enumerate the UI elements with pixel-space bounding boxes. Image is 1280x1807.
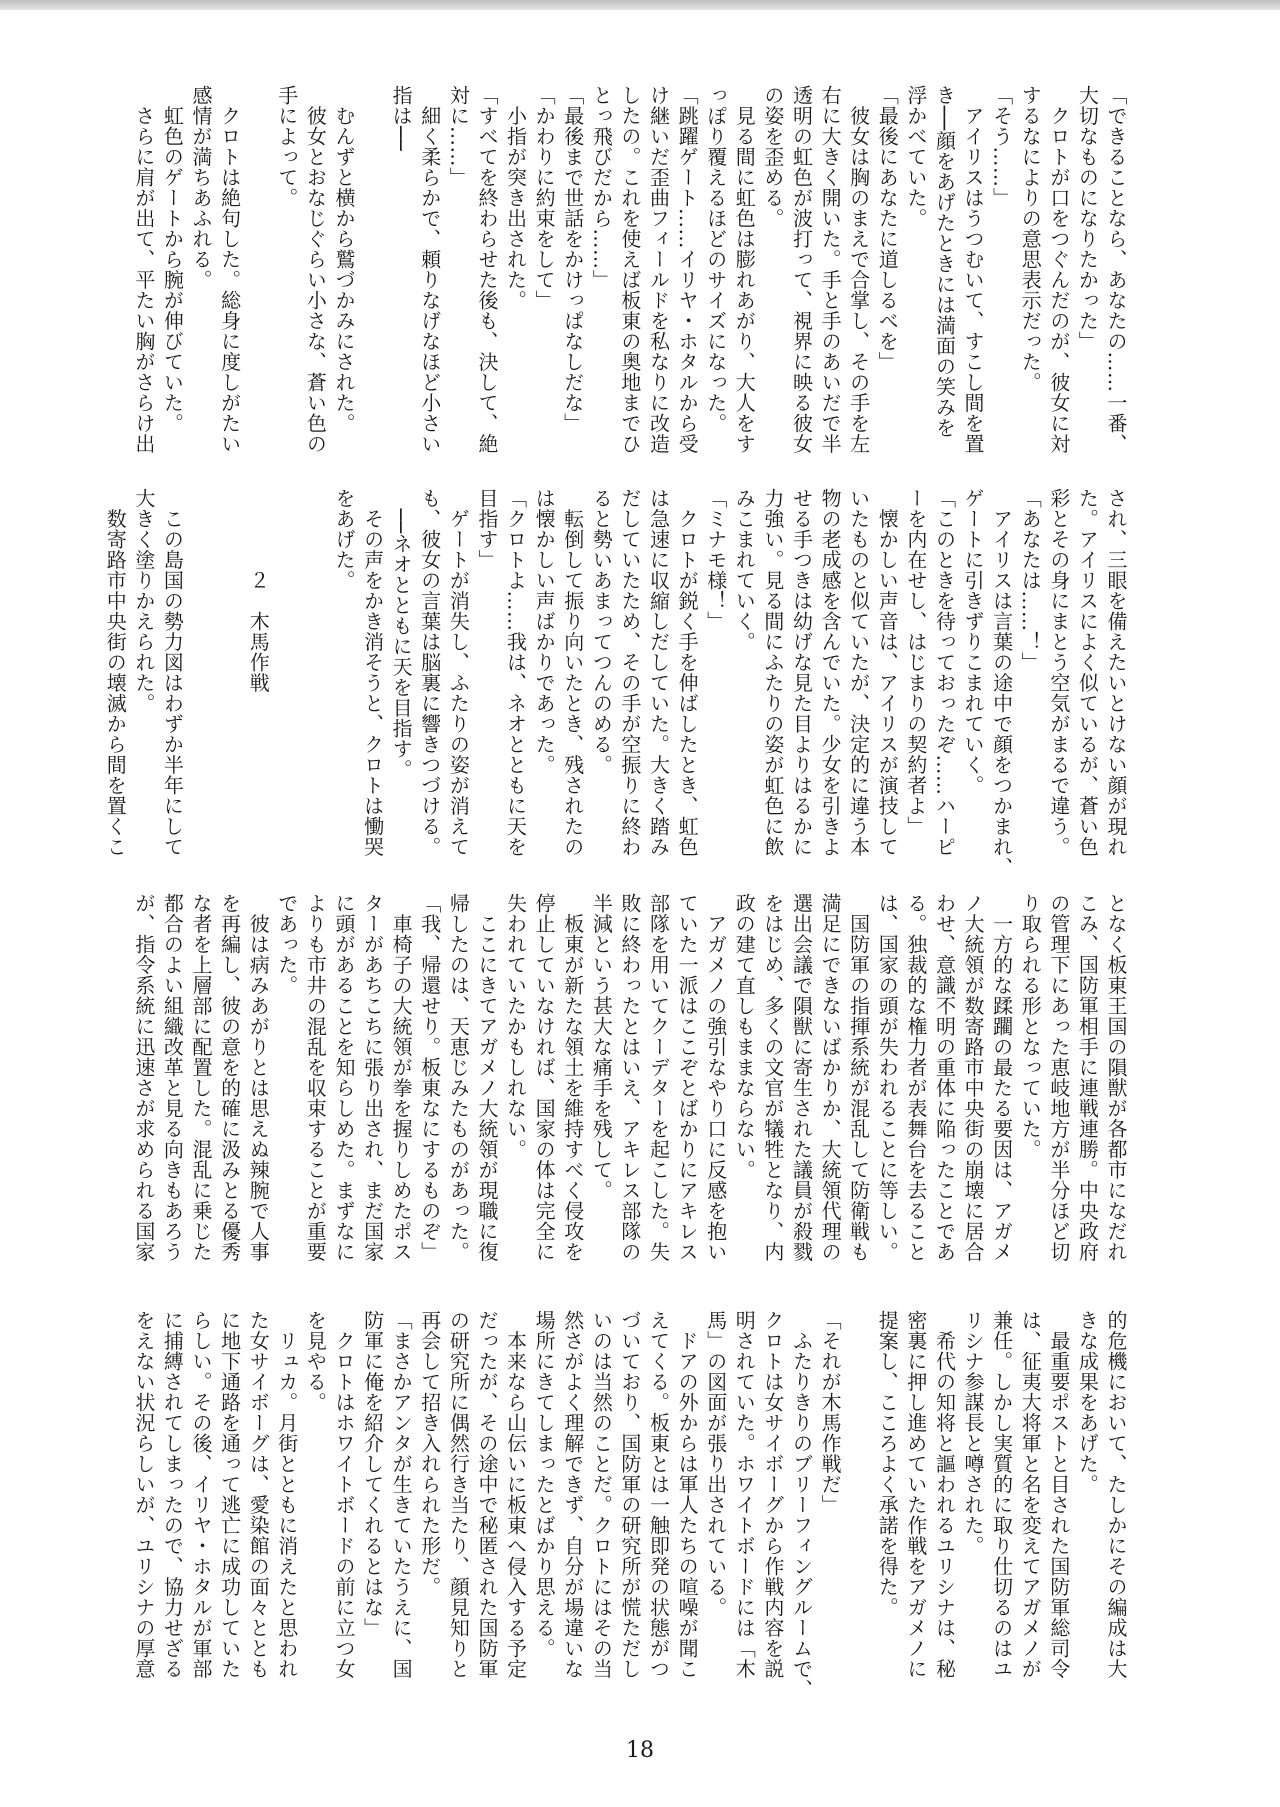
text-line: アガメノの強引なやり口に反感を抱い [703,893,728,1262]
text-line [186,488,215,866]
text-line: リシナ参謀長と噂された。 [961,1310,986,1556]
text-line: 「それが木馬作戦だ」 [818,1310,843,1515]
text-line: 密裏に押し進めていた作戦をアガメノに [903,1310,928,1679]
text-line: 対に……」 [446,85,471,188]
text-line: であった。 [274,893,299,996]
text-line: 一方的な蹂躙の最たる要因は、アガメ [989,893,1014,1262]
page-number: 18 [626,1738,654,1763]
text-line: をあげた。 [331,488,356,591]
text-line: むんずと横から鷲づかみにされた。 [331,85,356,434]
text-line: みこまれていく。 [732,488,757,652]
text-line: 「すべてを終わらせた後も、決して、絶 [474,85,499,454]
text-line [844,1310,873,1688]
text-line: ２ 木馬作戦 [246,488,271,693]
text-line: に捕縛されてしまったので、協力せざる [160,1310,185,1679]
text-line: 大きく塗りかえられた。 [131,488,156,714]
text-line [358,85,387,463]
text-line: したの。これを使えば板東の奥地までひ [617,85,642,454]
text-line: 都合のよい組織改革と見る向きもあろう [160,893,185,1262]
text-line: 最重要ポストと目された国防軍総司令 [1046,1310,1071,1679]
text-line: をえない状況らしいが、ユリシナの厚意 [131,1310,156,1679]
text-line: らしい。その後、イリヤ・ホタルが軍部 [189,1310,213,1679]
text-line: 「かわりに約束をして」 [532,85,557,311]
text-line: 「最後まで世話をかけっぱなしだな」 [560,85,585,434]
text-line: 彩とその身にまとう空気がまるで違う。 [1046,488,1071,857]
text-line: 彼は病みあがりとは思えぬ辣腕で人事 [246,893,271,1262]
text-block-4 [131,1310,1130,1700]
text-line: 兼任。しかし実質的に取り仕切るのはユ [989,1310,1014,1679]
text-line: が、指令系統に迅速さが求められる国家 [131,893,156,1262]
text-line: 「跳躍ゲート……イリヤ・ホタルから受 [675,85,700,454]
text-line: だったが、その途中で秘匿された国防軍 [474,1310,499,1679]
text-line: 細く柔らかで、頼りなげなほど小さい [417,85,442,454]
text-line: に地下通路を通って逃亡に成功していた [217,1310,242,1679]
text-line: 小指が突き出された。 [503,85,528,311]
text-line: は懐かしい声ばかりであった。 [532,488,557,775]
text-line: さらに肩が出て、平たい胸がさらけ出 [131,85,156,454]
text-block-2 [103,488,1130,878]
text-line: だしていたため、その手が空振りに終わ [617,488,642,857]
text-line: ──ネオとともに天を目指す。 [389,488,414,780]
text-line: も、彼女の言葉は脳裏に響きつづける。 [417,488,442,857]
text-line: 「ミナモ様！」 [703,488,728,632]
text-line: 指は── [389,85,414,152]
text-line: 板東が新たな領土を維持すべく侵攻を [560,893,585,1262]
text-line: に頭があることを知らしめた。まずなに [331,893,356,1262]
text-line: 部隊を用いてクーデターを起こした。失 [646,893,671,1262]
text-line: 敗に終わったとはいえ、アキレス部隊の [617,893,642,1262]
text-line: 希代の知将と謳われるユリシナは、秘 [932,1310,957,1679]
text-line: 「できることなら、あなたの……一番、 [1104,85,1128,454]
text-line: アイリスはうつむいて、すこし間を置 [961,85,986,454]
text-line: 数寄路市中央街の壊滅から間を置くこ [103,488,128,857]
text-line: 的危機において、たしかにその編成は大 [1104,1310,1128,1679]
text-line: ターがあちこちに張り出され、まだ国家 [360,893,385,1262]
text-line: クロトはホワイトボードの前に立つ女 [331,1310,356,1679]
text-line: の姿を歪める。 [760,85,785,229]
text-line: 半減という甚大な痛手を残して。 [589,893,614,1201]
text-line: この島国の勢力図はわずか半年にして [160,488,185,857]
text-line [215,488,244,866]
text-line: するなによりの意思表示だった。 [1018,85,1043,393]
text-line: 然さがよく理解できず、自分が場違いな [560,1310,585,1679]
text-line: 「このときを待っておったぞ……ハーピ [932,488,957,857]
text-line: っぽり覆えるほどのサイズになった。 [703,85,728,434]
text-line: 「あなたは……！」 [1018,488,1043,673]
text-line: いのは当然のことだ。クロトにはその当 [589,1310,614,1679]
text-line: 場所にきてしまったとばかり思える。 [532,1310,557,1659]
text-line: 彼女とおなじぐらい小さな、蒼い色の [303,85,328,454]
text-block-1 [131,85,1130,463]
text-line: ドアの外からは軍人たちの喧噪が聞こ [675,1310,700,1679]
text-line: き──顔をあげたときには満面の笑みを [932,85,957,439]
text-line: 「我、帰還せり。板東なにするものぞ」 [417,893,442,1262]
text-line: 右に大きく開いた。手と手のあいだで半 [818,85,843,454]
text-line: ると勢いあまってつんのめる。 [589,488,614,775]
text-line: を再編し、彼の意を的確に汲みとる優秀 [217,893,242,1262]
text-line: クロトは絶句した。総身に度しがたい [217,85,242,454]
text-line: は急速に収縮しだしていた。大きく踏み [646,488,671,857]
text-line [301,488,330,866]
text-line: ていた一派はここぞとばかりにアキレス [675,893,700,1262]
text-line: クロトが鋭く手を伸ばしたとき、虹色 [675,488,700,857]
text-line [244,85,273,463]
text-line: 本来なら山伝いに板東へ侵入する予定 [503,1310,528,1679]
text-line: わせ、意識不明の重体に陥ったことであ [932,893,957,1262]
text-line: ゲートに引きずりこまれていく。 [961,488,986,796]
text-line: 明されていた。ホワイトボードには「木 [732,1310,757,1679]
text-line: をはじめ、多くの文官が犠牲となり、内 [760,893,785,1262]
text-line: の管理下にあった恵岐地方が半分ほど切 [1046,893,1071,1262]
text-line: づいており、国防軍の研究所が慌ただし [617,1310,642,1679]
text-line: け継いだ歪曲フィールドを私なりに改造 [646,85,671,454]
text-line: 失われていたかもしれない。 [503,893,528,1160]
text-line: アイリスは言葉の途中で顔をつかまれ、 [989,488,1014,878]
text-line: ふたりきりのブリーフィングルームで、 [789,1310,814,1700]
text-line: 手によって。 [274,85,299,208]
text-line: 力強い。見る間にふたりの姿が虹色に飲 [760,488,785,857]
text-line: その声をかき消そうと、クロトは慟哭 [360,488,385,857]
text-line: 虹色のゲートから腕が伸びていた。 [160,85,185,434]
text-line: 車椅子の大統領が拳を握りしめたポス [389,893,414,1262]
text-block-3 [131,893,1130,1271]
text-line: となく板東王国の隕獣が各都市になだれ [1104,893,1128,1262]
text-line: 国防軍の指揮系統が混乱して防衛戦も [846,893,871,1262]
text-line: せる手つきは幼げな見た目よりはるかに [789,488,814,857]
text-line: 物の老成感を含んでいた。少女を引きよ [818,488,843,857]
text-line: 透明の虹色が波打って、視界に映る彼女 [789,85,814,454]
text-line: た女サイボーグは、愛染館の面々ととも [246,1310,271,1679]
text-line: 転倒して振り向いたとき、残されたの [560,488,585,857]
text-line: る。独裁的な権力者が表舞台を去ること [903,893,928,1262]
text-line: 「クロトよ……我は、ネオとともに天を [503,488,528,857]
text-line: 見る間に虹色は膨れあがり、大人をす [732,85,757,454]
text-line: 防軍に俺を紹介してくれるとはな」 [360,1310,385,1638]
text-line: 「最後にあなたに道しるべを」 [875,85,900,372]
text-line: 帰したのは、天恵じみたものがあった。 [446,893,471,1262]
text-line: り取られる形となっていた。 [1018,893,1043,1160]
text-line: 馬」の図面が張り出されている。 [703,1310,728,1618]
text-line: な者を上層部に配置した。混乱に乗じた [189,893,213,1262]
text-line: えてくる。板東とは一触即発の状態がつ [646,1310,671,1679]
text-line: 停止していなければ、国家の体は完全に [532,893,557,1262]
text-line: 提案し、こころよく承諾を得た。 [875,1310,900,1618]
text-line: 浮かべていた。 [903,85,928,229]
text-line: 「まさかアンタが生きていたうえに、国 [389,1310,414,1679]
text-line: ゲートが消失し、ふたりの姿が消えて [446,488,471,857]
text-line: 感情が満ちあふれる。 [189,85,213,290]
text-line: こみ、国防軍相手に連戦連勝。中央政府 [1075,893,1100,1262]
text-line: きな成果をあげた。 [1075,1310,1100,1495]
page-top-edge [0,0,1280,10]
text-line: ここにきてアガメノ大統領が現職に復 [474,893,499,1262]
text-line: とっ飛びだから……」 [589,85,614,290]
text-line: いたものと似ていたが、決定的に違う本 [846,488,871,857]
text-line: 懐かしい声音は、アイリスが演技して [875,488,900,857]
text-line [272,488,301,866]
text-line: 満足にできないばかりか、大統領代理の [818,893,843,1262]
text-line: は、国家の頭が失われることに等しい。 [875,893,900,1262]
text-line: ノ大統領が数寄路市中央街の崩壊に居合 [961,893,986,1262]
text-line: ーを内在せし、はじまりの契約者よ」 [903,488,928,837]
text-line: 政の建て直しもままならない。 [732,893,757,1180]
text-line: され、三眼を備えたいとけない顔が現れ [1104,488,1128,857]
text-line: 再会して招き入れられた形だ。 [417,1310,442,1597]
text-line: クロトが口をつぐんだのが、彼女に対 [1046,85,1071,454]
text-line: よりも市井の混乱を収束することが重要 [303,893,328,1262]
text-line: 目指す」 [474,488,499,570]
text-line: リュカ。月街とともに消えたと思われ [274,1310,299,1679]
text-line: た。アイリスによく似ているが、蒼い色 [1075,488,1100,857]
text-line: は、征夷大将軍と名を変えてアガメノが [1018,1310,1043,1679]
text-line: 選出会議で隕獣に寄生された議員が殺戮 [789,893,814,1262]
text-line: クロトは女サイボーグから作戦内容を説 [760,1310,785,1679]
text-line: 彼女は胸のまえで合掌し、その手を左 [846,85,871,454]
text-line: を見やる。 [303,1310,328,1413]
text-line: 「そう……」 [989,85,1014,208]
text-line: の研究所に偶然行き当たり、顔見知りと [446,1310,471,1679]
text-line: 大切なものになりたかった」 [1075,85,1100,352]
